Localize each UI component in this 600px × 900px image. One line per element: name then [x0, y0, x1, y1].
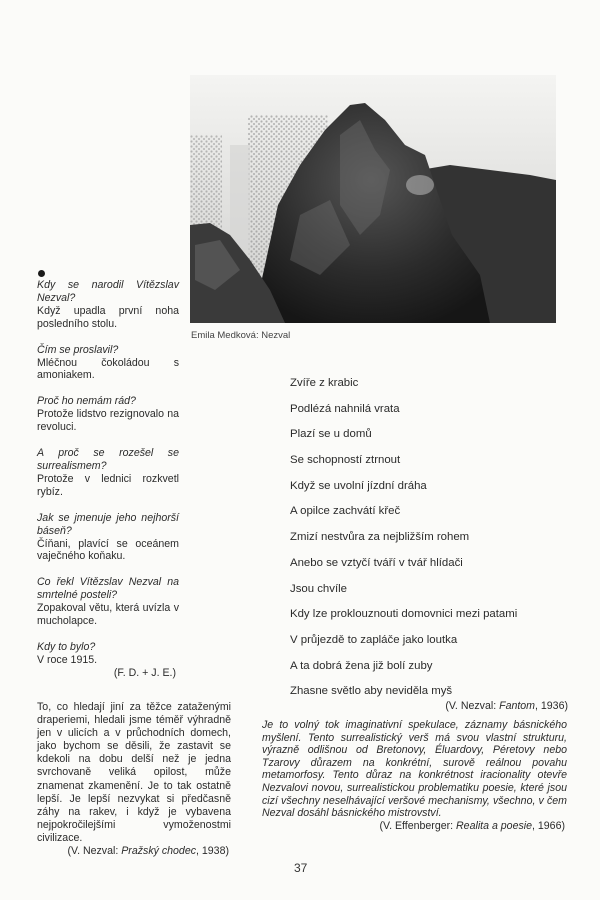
question: Čím se proslavil? — [37, 343, 119, 356]
qa-item — [37, 395, 179, 434]
poem — [290, 376, 570, 710]
poem-line: Se schopností ztrnout — [290, 454, 401, 467]
question: Kdy se narodil Vítězslav Nezval? — [37, 279, 179, 304]
poem-source — [300, 700, 568, 712]
question: Jak se jmenuje jeho nejhorší báseň? — [37, 511, 179, 537]
source-suffix: , 1966) — [532, 820, 565, 832]
prose-source — [37, 845, 231, 858]
photograph — [190, 75, 556, 323]
poem-line: A opilce zachvátí křeč — [290, 505, 401, 518]
question: Kdy to bylo? — [37, 640, 96, 653]
poem-line: Anebo se vztyčí tváří v tvář hlídači — [290, 556, 463, 569]
bullet-icon — [38, 270, 45, 277]
answer: V roce 1915. — [37, 653, 98, 666]
answer: Mléčnou čokoládou s amoniakem. — [37, 356, 179, 382]
commentary-source — [262, 820, 565, 832]
source-title: Fantom — [499, 700, 536, 712]
poem-line: Jsou chvíle — [290, 582, 347, 595]
answer: Zopakoval větu, která uvízla v mucholapce. — [37, 602, 179, 628]
source-suffix: , 1936) — [535, 700, 568, 712]
prose-quote — [37, 701, 231, 858]
page-number: 37 — [294, 861, 308, 875]
qa-item — [37, 641, 179, 667]
source-prefix: (V. Nezval: — [67, 845, 122, 858]
poem-line: Zmizí nestvůra za nejbližším rohem — [290, 531, 470, 544]
poem-line: Zhasne světlo aby neviděla myš — [290, 685, 453, 698]
answer: Protože v lednici rozkvetl rybíz. — [37, 472, 179, 498]
poem-line: Když se uvolní jízdní dráha — [290, 479, 427, 492]
answer: Protože lidstvo rezignovalo na revoluci. — [37, 408, 179, 434]
photo-caption: Emila Medková: Nezval — [191, 330, 291, 341]
commentary-text: Je to volný tok imaginativní spekulace, záznamy básnického myšlení. Tento surrealistický verš má svou vlastní strukturu, výrazně odlišnou od Bretonovy, Éluardovy, Péretovy nebo Tzarovy důrazem na konkrétní, surově reálnou povahu metamorfosy. Tento důraz na konkrétnost iracionality otevře Nezvalovi novou, surrealistickou problematiku poesie, které jsou cizí všechny neselhávající veršové mechanismy, všechno, v čem Nezval dosáhl básnického mistrovství. — [262, 719, 567, 820]
poem-line: Podlézá nahnilá vrata — [290, 402, 400, 415]
qa-credit: (F. D. + J. E.) — [113, 666, 176, 679]
poem-line: A ta dobrá žena již bolí zuby — [290, 659, 433, 672]
answer: Číňani, plavící se oceánem vaječného koňaku. — [37, 537, 179, 563]
question: A proč se rozešel se surrealismem? — [37, 447, 179, 472]
source-title: Realita a poesie — [456, 820, 533, 832]
source-prefix: (V. Effenberger: — [379, 820, 457, 832]
poem-line: Kdy lze proklouznouti domovnici mezi patami — [290, 608, 518, 621]
qa-item — [37, 279, 179, 331]
qa-item — [37, 447, 179, 499]
source-prefix: (V. Nezval: — [445, 700, 500, 712]
qa-column — [37, 270, 179, 680]
poem-line: Plazí se u domů — [290, 428, 372, 441]
poem-line: V průjezdě to zapláče jako loutka — [290, 633, 458, 646]
qa-item — [37, 576, 179, 628]
prose-text: To, co hledají jiní za těžce zataženými draperiemi, hledali jsme téměř výhradně jen v ulicích a v průchodních domech, jako bychom se děsili, že zastavit se kdekoli na dobu delší než je jedna svrchovaně veliká opilost, může znamenat zkamenění. Je to tak ostatně lepší. Je lepší nezvykat si předčasně záhy na rakev, i když je vybavena nejpokročilejšími vymoženostmi civilizace. — [37, 701, 231, 844]
rock-photo-image — [190, 75, 556, 323]
qa-item — [37, 512, 179, 564]
poem-line: Zvíře z krabic — [290, 377, 359, 389]
qa-item — [37, 344, 179, 383]
source-title: Pražský chodec — [121, 845, 197, 858]
question: Proč ho nemám rád? — [37, 395, 136, 408]
answer: Když upadla první noha posledního stolu. — [37, 304, 179, 330]
question: Co řekl Vítězslav Nezval na smrtelné posteli? — [37, 576, 179, 602]
source-suffix: , 1938) — [196, 845, 229, 858]
